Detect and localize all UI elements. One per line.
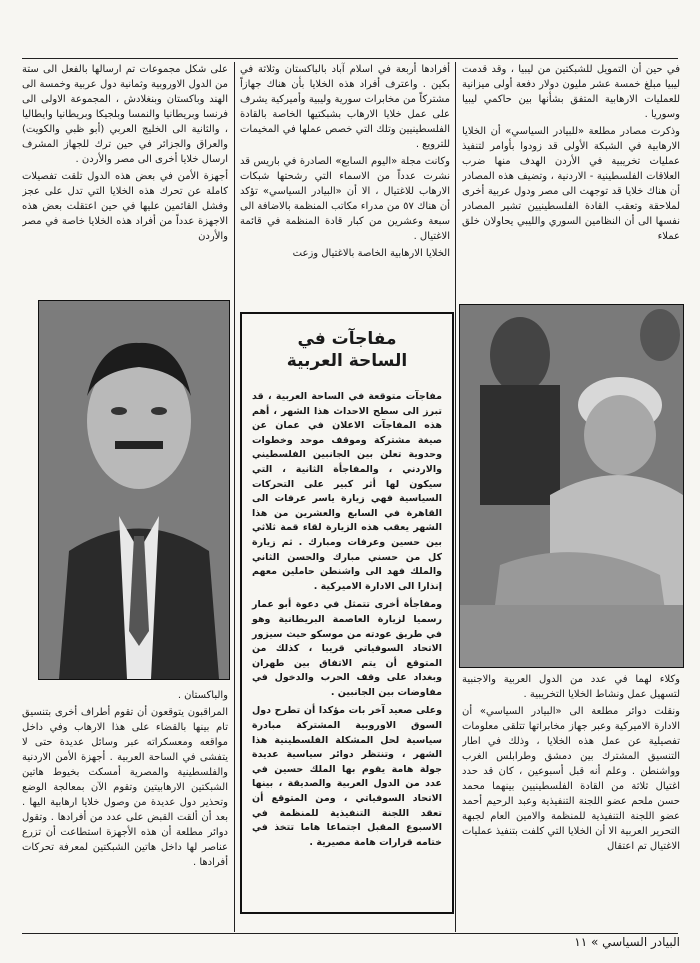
sidebar-body — [242, 390, 452, 896]
paragraph: أجهزة الأمن في بعض هذه الدول تلقت تفصيلات كاملة عن تحرك هذه الخلايا التي تدل على عجز وفشل القائمين عليها في حين اعتقلت بعض هذه الاجهزة عدداً من أفراد هذه الخلايا خاصة في مصر والأردن — [22, 171, 228, 242]
column-middle-top — [240, 62, 450, 298]
paragraph: وكانت مجلة «اليوم السابع» الصادرة في باريس قد نشرت عدداً من الاسماء التي رشحتها شبكات الارهاب للاغتيال ، الا أن «البيادر السياسي» تؤكد أن هناك ٥٧ من مدراء مكاتب المنظمة بالاضافة الى سبعة وعشرين من كبار قادة المنظمة في قائمة الاغتيال . — [240, 156, 450, 242]
portrait-illustration — [39, 301, 229, 679]
footer-separator: » — [587, 935, 599, 949]
paragraph: وذكرت مصادر مطلعة «للبيادر السياسي» أن الخلايا الارهابية في الشبكة الأولى قد زودوا بأوامر لتنفيذ عمليات تخريبية في الأردن الهدف منها ضرب العلاقات الفلسطينية - الاردنية ، وتضيف هذه المصادر أن هناك خلايا قد توجهت الى مصر ودول عربية أخرى لملاحقة وتعقب القادة الفلسطينيين تشير المصادر نفسها الى أن النظامين السوري والليبي يحاولان خلق عملاء — [462, 126, 680, 242]
paragraph: الخلايا الارهابية الخاصة بالاغتيال وزعت — [292, 248, 450, 259]
footer-publication: البيادر السياسي — [602, 935, 680, 949]
paragraph: وعلى صعيد آخر بات مؤكدا أن تطرح دول السوق الاوروبية المشتركة مبادرة سياسية لحل المشكلة الفلسطينية هذا الشهر ، وتنتظر دوائر سياسية عديدة جولة هامة يقوم بها الملك حسين في عدد من الدول العربية والصديقة ، بينها الاتحاد السوفياتي ، ومن المتوقع أن تعقد اللجنة التنفيذية للمنظمة في الاسبوع المقبل اجتماعا هاما تتخذ في ختامه قرارات هامة مصيرية . — [252, 705, 442, 848]
group-photo — [459, 304, 684, 668]
paragraph: أفرادها أربعة في اسلام آباد بالباكستان وثلاثة في بكين . واعترف أفراد هذه الخلايا بأن هناك جهازاً مشتركاً من مخابرات سورية وليبية وأميركية يشرف على عمل خلايا الارهاب بشبكتيها الخاصة بالقادة الفلسطينيين وتلك التي خصص عملها في المخيمات للترويع . — [240, 64, 450, 150]
sidebar-title — [242, 328, 452, 372]
column-left-top — [22, 62, 228, 296]
column-left-bottom — [22, 688, 228, 928]
column-divider-right — [455, 62, 456, 932]
sidebar-box — [240, 312, 454, 914]
column-right-top — [462, 62, 680, 298]
group-illustration — [460, 305, 683, 667]
paragraph: مفاجآت متوقعة في الساحة العربية ، قد تبرز الى سطح الاحداث هذا الشهر ، أهم هذه المفاجآت الاعلان في عمان عن صيغة مشتركة وموقف موحد وخطوات وحدوية تعلن بين الجانبين الفلسطيني والاردني ، والمفاجأة الثانية ، التي سيكون لها أثر كبير على التحركات السياسية فهي زيارة ياسر عرفات الى القاهرة في السابع والعشرين من هذا الشهر يعقب هذه الزيارة لقاء قمة ثلاثي بين حسين وعرفات ومبارك . ثم زيارة كل من حسني مبارك والحسن الثاني والملك فهد الى واشنطن حاملين معهم إنذارا الى الادارة الاميركية . — [252, 391, 442, 592]
paragraph: ومفاجأة أخرى تتمثل في دعوة أبو عمار رسميا لزيارة العاصمة البريطانية وهو في طريق عودته من موسكو حيث سيزور الاتحاد السوفياتي قريبا ، كذلك من المتوقع أن يتم الاتفاق بين طهران وبغداد على وقف الحرب والدخول في مفاوضات بين الجانبين . — [252, 599, 442, 698]
paragraph: والباكستان . — [177, 690, 228, 701]
paragraph: في حين أن التمويل للشبكتين من ليبيا ، وقد قدمت ليبيا مبلغ خمسة عشر مليون دولار دفعة أولى ميزانية للعمليات الارهابية المتفق بشأنها بين حاكمي ليبيا وسوريا . — [462, 64, 680, 120]
paragraph: المراقبون يتوقعون أن تقوم أطراف أخرى بتنسيق تام بينها بالقضاء على هذا الارهاب وفي داخل مواقعه ومعسكراته عبر وسائل عديدة حتى لا يتفشى في الساحة العربية . أجهزة الأمن الاردنية والفلسطينية والمصرية أمسكت بخيوط هاتين الشبكتين الارهابيتين وتقوم الآن بمعالجة الوضع وتحذير دول عديدة من وصول خلايا ارهابية اليها . بعد أن ألقت القبض على عدد من أفرادها . وتقول دوائر مطلعة أن هذه الأجهزة استطاعت أن تزرع عناصر لها داخل هاتين الشبكتين لمعرفة تحركات أفرادها . — [22, 707, 228, 868]
page-footer — [574, 935, 680, 949]
paragraph: ونقلت دوائر مطلعة الى «البيادر السياسي» أن الادارة الاميركية وعبر جهاز مخابراتها تتلقى معلومات تفصيلية عن عمل هذه الخلايا ، وذلك في اطار التنسيق المشترك بين دمشق وطرابلس الغرب وواشنطن . وعلم أنه قبل أسبوعين ، كان قد حدد اغتيال ثلاثة من القادة الفلسطينيين بينهما محمد حسن ملحم عضو اللجنة التنفيذية وعبد الرحيم أحمد عضو اللجنة التنفيذية للمنظمة والامين العام لجبهة التحرير العربية الا أن الخلايا التي كلفت بتنفيذ عمليات الاغتيال تم اعتقال — [462, 706, 680, 852]
bottom-rule — [22, 933, 678, 934]
column-right-bottom — [462, 672, 680, 930]
paragraph: على شكل مجموعات تم ارسالها بالفعل الى ستة من الدول الاوروبية وثمانية دول عربية وخمسة الى الهند وباكستان وبنغلادش ، المجموعة الاولى الى فرنسا وبريطانيا والنمسا وبلجيكا وبريطانيا وايطاليا ، والثانية الى الخليج العربي (أبو ظبي والكويت) والعراق والجزائر في حين ترك للجهاز المشرف ارسال خلايا أخرى الى مصر والأردن . — [22, 64, 228, 165]
column-divider-left — [234, 62, 235, 932]
paragraph: وكلاء لهما في عدد من الدول العربية والاجنبية لتسهيل عمل ونشاط الخلايا التخريبية . — [462, 674, 680, 700]
footer-page-number: ١١ — [574, 935, 588, 949]
sidebar-title-line2: الساحة العربية — [286, 351, 408, 371]
portrait-photo — [38, 300, 230, 680]
top-rule — [22, 58, 678, 59]
sidebar-title-line1: مفاجآت في — [297, 329, 397, 349]
